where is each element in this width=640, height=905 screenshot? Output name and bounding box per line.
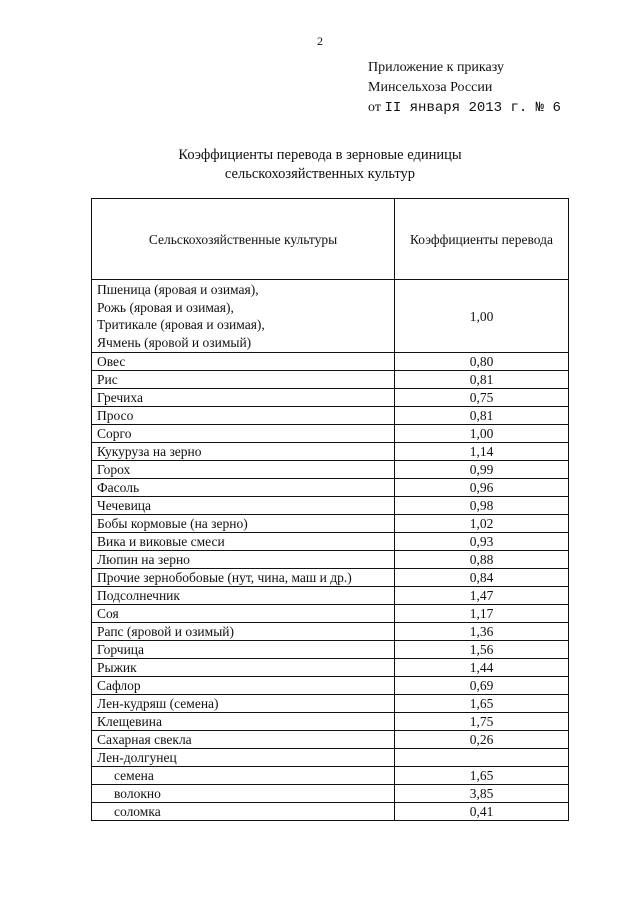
coefficient-value: 1,47 (395, 587, 569, 605)
table-row (92, 731, 569, 749)
table-row (92, 515, 569, 533)
flax-empty-value (395, 749, 569, 767)
crop-name: Чечевица (92, 497, 395, 515)
crop-name: Сорго (92, 425, 395, 443)
table-row (92, 479, 569, 497)
page-number: 2 (317, 34, 323, 48)
crop-name: Соя (92, 605, 395, 623)
table-row (92, 371, 569, 389)
flax-sub-value: 1,65 (395, 767, 569, 785)
appendix-note (368, 58, 561, 118)
crop-name: Лен-кудряш (семена) (92, 695, 395, 713)
coefficient-value: 1,56 (395, 641, 569, 659)
grains-line: Пшеница (яровая и озимая), (97, 282, 259, 297)
table-row (92, 353, 569, 371)
crop-name: Люпин на зерно (92, 551, 395, 569)
appendix-line-1: Приложение к приказу (368, 60, 504, 75)
table-row (92, 551, 569, 569)
coefficient-value: 1,00 (395, 425, 569, 443)
crop-name: Бобы кормовые (на зерно) (92, 515, 395, 533)
appendix-date: II января 2013 г. № 6 (384, 100, 561, 116)
crop-name: Гречиха (92, 389, 395, 407)
coefficient-value: 1,14 (395, 443, 569, 461)
crop-name: Рапс (яровой и озимый) (92, 623, 395, 641)
table-row (92, 695, 569, 713)
grains-line: Рожь (яровая и озимая), (97, 299, 234, 315)
coefficient-value: 0,96 (395, 479, 569, 497)
title-line-1: Коэффициенты перевода в зерновые единицы (178, 147, 462, 163)
coefficient-value: 1,17 (395, 605, 569, 623)
crop-name: Сафлор (92, 677, 395, 695)
coefficient-value: 0,88 (395, 551, 569, 569)
table-row (92, 425, 569, 443)
flax-sub-name: соломка (92, 803, 395, 821)
table-row (92, 713, 569, 731)
crop-name: Подсолнечник (92, 587, 395, 605)
grains-line: Тритикале (яровая и озимая), (97, 317, 265, 332)
table-row (92, 677, 569, 695)
grains-value: 1,00 (395, 280, 569, 353)
coefficient-value: 0,26 (395, 731, 569, 749)
crop-name: Просо (92, 407, 395, 425)
table-row (92, 497, 569, 515)
flax-label: Лен-долгунец (92, 749, 395, 767)
coefficient-value: 0,80 (395, 353, 569, 371)
coefficient-value: 0,69 (395, 677, 569, 695)
table-subrow (92, 767, 569, 785)
appendix-date-prefix: от (368, 100, 381, 115)
header-coefficients: Коэффициенты перевода (395, 199, 569, 280)
crop-name: Кукуруза на зерно (92, 443, 395, 461)
table-subrow (92, 785, 569, 803)
flax-sub-name: семена (92, 767, 395, 785)
crop-name: Овес (92, 353, 395, 371)
coefficient-value: 1,02 (395, 515, 569, 533)
crop-name: Рыжик (92, 659, 395, 677)
table-row (92, 605, 569, 623)
coefficient-value: 1,65 (395, 695, 569, 713)
coefficient-value: 1,44 (395, 659, 569, 677)
table-row (92, 443, 569, 461)
coefficient-value: 0,93 (395, 533, 569, 551)
header-crops: Сельскохозяйственные культуры (92, 199, 395, 280)
coefficients-table (91, 198, 569, 821)
grains-line: Ячмень (яровой и озимый) (97, 334, 252, 350)
crop-name: Клещевина (92, 713, 395, 731)
coefficient-value: 0,84 (395, 569, 569, 587)
crop-name: Вика и виковые смеси (92, 533, 395, 551)
table-subrow (92, 803, 569, 821)
title-line-2: сельскохозяйственных культур (224, 166, 416, 182)
coefficient-value: 0,98 (395, 497, 569, 515)
grains-cell (92, 280, 395, 353)
appendix-line-3 (368, 98, 561, 118)
table-row (92, 389, 569, 407)
coefficient-value: 0,81 (395, 371, 569, 389)
coefficient-value: 0,81 (395, 407, 569, 425)
table-row (92, 659, 569, 677)
coefficient-value: 1,36 (395, 623, 569, 641)
table-row (92, 533, 569, 551)
table-row (92, 623, 569, 641)
table-row-grains (92, 280, 569, 353)
table-row (92, 569, 569, 587)
table-header-row (92, 199, 569, 280)
coefficient-value: 0,75 (395, 389, 569, 407)
crop-name: Прочие зернобобовые (нут, чина, маш и др.) (92, 569, 395, 587)
flax-sub-value: 0,41 (395, 803, 569, 821)
crop-name: Горох (92, 461, 395, 479)
table-row (92, 641, 569, 659)
table-row (92, 407, 569, 425)
crop-name: Сахарная свекла (92, 731, 395, 749)
table-row-flax (92, 749, 569, 767)
table-row (92, 461, 569, 479)
flax-sub-name: волокно (92, 785, 395, 803)
flax-sub-value: 3,85 (395, 785, 569, 803)
crop-name: Рис (92, 371, 395, 389)
table-row (92, 587, 569, 605)
coefficient-value: 0,99 (395, 461, 569, 479)
coefficient-value: 1,75 (395, 713, 569, 731)
crop-name: Горчица (92, 641, 395, 659)
appendix-line-2: Минсельхоза России (368, 80, 493, 95)
crop-name: Фасоль (92, 479, 395, 497)
document-title (0, 146, 640, 184)
